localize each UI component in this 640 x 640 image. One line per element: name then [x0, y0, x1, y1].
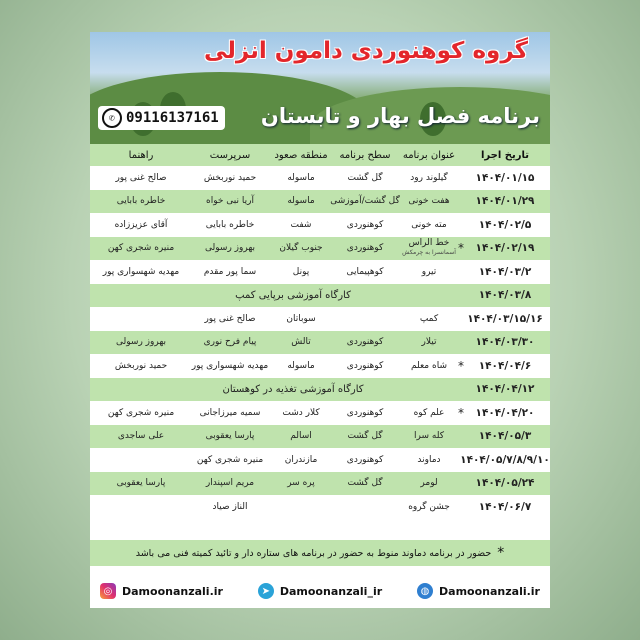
- level-cell: گل گشت: [347, 431, 383, 442]
- peak-cell: مازندران: [284, 454, 318, 465]
- table-row: [90, 166, 550, 190]
- star-icon: *: [497, 545, 505, 561]
- table-row: [90, 213, 550, 237]
- date-cell: ۱۴۰۴/۰۵/۷/۸/۹/۱۰: [460, 453, 550, 466]
- phone-icon: ✆: [102, 108, 122, 128]
- globe-icon: ◍: [417, 583, 433, 599]
- title-cell: دماوند: [417, 454, 441, 465]
- level-cell: کوهنوردی: [346, 219, 384, 230]
- table-row: [90, 331, 550, 355]
- supervisor-cell: بهروز رسولی: [205, 243, 255, 254]
- date-cell: ۱۴۰۴/۰۳/۲: [478, 265, 532, 278]
- guide-cell: [94, 307, 188, 331]
- level-cell: گل گشت: [347, 478, 383, 489]
- date-cell: ۱۴۰۴/۰۴/۱۲: [475, 383, 535, 396]
- supervisor-cell: پیام فرح نوری: [203, 337, 257, 348]
- star-icon: *: [458, 358, 464, 373]
- guide-cell: [94, 495, 188, 519]
- supervisor-cell: آریا نبی خواه: [206, 196, 254, 207]
- instagram-icon: ◎: [100, 583, 116, 599]
- peak-cell: ماسوله: [287, 196, 315, 207]
- peak-cell: تالش: [291, 337, 311, 348]
- star-icon: *: [458, 241, 464, 256]
- table-row: [90, 448, 550, 472]
- title-cell: علم کوه: [413, 407, 445, 418]
- peak-cell: اسالم: [290, 431, 312, 442]
- guide-cell: خاطره بابایی: [116, 196, 166, 207]
- date-cell: ۱۴۰۴/۰۲/۱۹: [475, 242, 535, 255]
- level-cell: گل گشت: [347, 172, 383, 183]
- supervisor-cell: سمیه میرزاجانی: [199, 407, 261, 418]
- date-cell: ۱۴۰۴/۰۵/۳: [478, 430, 532, 443]
- level-cell: کوهنوردی: [346, 360, 384, 371]
- guide-cell: [94, 448, 188, 472]
- supervisor-cell: سما پور مقدم: [203, 266, 257, 277]
- level-cell: [330, 307, 400, 331]
- guide-cell: حمید نوربخش: [114, 360, 168, 371]
- website-link[interactable]: [417, 583, 540, 599]
- level-cell: گل گشت/آموزشی: [330, 196, 400, 207]
- date-cell: ۱۴۰۴/۰۱/۱۵: [475, 171, 535, 184]
- guide-cell: آقای عزیززاده: [114, 219, 168, 230]
- title-cell: مته خونی: [411, 219, 447, 230]
- peak-cell: شفت: [290, 219, 312, 230]
- table-header: [90, 144, 550, 166]
- header-title: عنوان برنامه: [402, 149, 456, 161]
- table-row: [90, 190, 550, 214]
- title-cell: کله سرا: [414, 431, 444, 442]
- telegram-handle: Damoonanzali_ir: [279, 584, 383, 598]
- title-cell: هفت خونی: [408, 196, 450, 207]
- page-subtitle: برنامه فصل بهار و تابستان: [260, 104, 540, 128]
- website-url: Damoonanzali.ir: [439, 584, 540, 598]
- table-row: [90, 307, 550, 331]
- date-cell: ۱۴۰۴/۰۳/۳۰: [475, 336, 535, 349]
- supervisor-cell: پارسا یعقوبی: [205, 431, 255, 442]
- level-cell: کوهنوردی: [346, 407, 384, 418]
- table-row: [90, 401, 550, 425]
- supervisor-cell: حمید نوربخش: [203, 172, 257, 183]
- title-cell: لومر: [420, 478, 438, 489]
- instagram-handle: Damoonanzali.ir: [122, 584, 223, 598]
- header-guide: راهنما: [128, 149, 154, 161]
- title-cell: شاه معلم: [411, 360, 447, 371]
- date-cell: ۱۴۰۴/۰۳/۱۵/۱۶: [467, 312, 543, 325]
- level-cell: کوهپیمایی: [346, 266, 384, 277]
- date-cell: ۱۴۰۴/۰۳/۸: [478, 289, 532, 302]
- title-cell: [400, 237, 458, 261]
- peak-cell: پره سر: [287, 478, 315, 489]
- table-row: [90, 354, 550, 378]
- header-level: سطح برنامه: [339, 149, 391, 161]
- header-peak: منطقه صعود: [274, 149, 328, 161]
- workshop-cell: کارگاه آموزشی برپایی کمپ: [235, 289, 351, 301]
- guide-cell: بهروز رسولی: [116, 337, 166, 348]
- level-cell: کوهنوردی: [346, 337, 384, 348]
- supervisor-cell: الناز صیاد: [212, 501, 248, 512]
- workshop-cell: کارگاه آموزشی تغذیه در کوهستان: [222, 383, 364, 395]
- header-banner: [90, 32, 550, 148]
- telegram-icon: ➤: [258, 583, 274, 599]
- title-cell: تیرو: [421, 266, 437, 277]
- level-cell: [330, 495, 400, 519]
- table-row: [90, 425, 550, 449]
- guide-cell: صالح غنی پور: [115, 172, 167, 183]
- supervisor-cell: صالح غنی پور: [204, 313, 256, 324]
- table-row: [90, 260, 550, 284]
- guide-cell: پارسا یعقوبی: [116, 478, 166, 489]
- date-cell: ۱۴۰۴/۰۴/۶: [478, 359, 532, 372]
- schedule-table: [90, 144, 550, 519]
- phone-number: 09116137161: [126, 110, 219, 126]
- footnote: [90, 540, 550, 566]
- title-cell: جشن گروه: [408, 501, 450, 512]
- title-sub: آسمانسرا به چرمکش: [402, 249, 456, 257]
- peak-cell: ماسوله: [287, 172, 315, 183]
- supervisor-cell: منیره شجری کهن: [196, 454, 264, 465]
- star-icon: *: [458, 405, 464, 420]
- peak-cell: پونل: [292, 266, 310, 277]
- title-main: خط الراس: [408, 238, 450, 249]
- peak-cell: [272, 495, 330, 519]
- supervisor-cell: مهدیه شهسواری پور: [191, 360, 269, 371]
- footnote-text: حضور در برنامه دماوند منوط به حضور در برنامه های ستاره دار و تائید کمیته فنی می باشد: [135, 547, 492, 559]
- footer: [90, 576, 550, 606]
- header-supervisor: سرپرست: [209, 149, 251, 161]
- guide-cell: علی ساجدی: [117, 431, 165, 442]
- table-body: [90, 166, 550, 519]
- supervisor-cell: خاطره بابایی: [205, 219, 255, 230]
- date-cell: ۱۴۰۴/۰۱/۲۹: [475, 195, 535, 208]
- phone-badge: [98, 106, 225, 130]
- table-row: [90, 472, 550, 496]
- date-cell: ۱۴۰۴/۰۵/۲۴: [475, 477, 535, 490]
- guide-cell: منیره شجری کهن: [107, 243, 175, 254]
- title-cell: گیلوند رود: [410, 172, 448, 183]
- level-cell: کوهنوردی: [346, 454, 384, 465]
- title-cell: کمپ: [419, 313, 439, 324]
- poster: [90, 32, 550, 608]
- instagram-link[interactable]: [100, 583, 223, 599]
- header-date: تاریخ اجرا: [481, 149, 529, 161]
- table-row: [90, 378, 550, 402]
- date-cell: ۱۴۰۴/۰۴/۲۰: [475, 406, 535, 419]
- guide-cell: منیره شجری کهن: [107, 407, 175, 418]
- page-title: گروه کوهنوردی دامون انزلی: [204, 38, 528, 64]
- table-row: [90, 495, 550, 519]
- table-row: [90, 237, 550, 261]
- title-cell: تیلار: [421, 337, 437, 348]
- telegram-link[interactable]: [258, 583, 382, 599]
- supervisor-cell: مریم اسپندار: [205, 478, 255, 489]
- peak-cell: ماسوله: [287, 360, 315, 371]
- peak-cell: کلار دشت: [282, 407, 320, 418]
- date-cell: ۱۴۰۴/۰۶/۷: [478, 500, 532, 513]
- date-cell: ۱۴۰۴/۰۲/۵: [478, 218, 532, 231]
- table-row: [90, 284, 550, 308]
- peak-cell: جنوب گیلان: [279, 243, 323, 254]
- peak-cell: سوباتان: [286, 313, 316, 324]
- level-cell: کوهنوردی: [346, 243, 384, 254]
- guide-cell: مهدیه شهسواری پور: [102, 266, 180, 277]
